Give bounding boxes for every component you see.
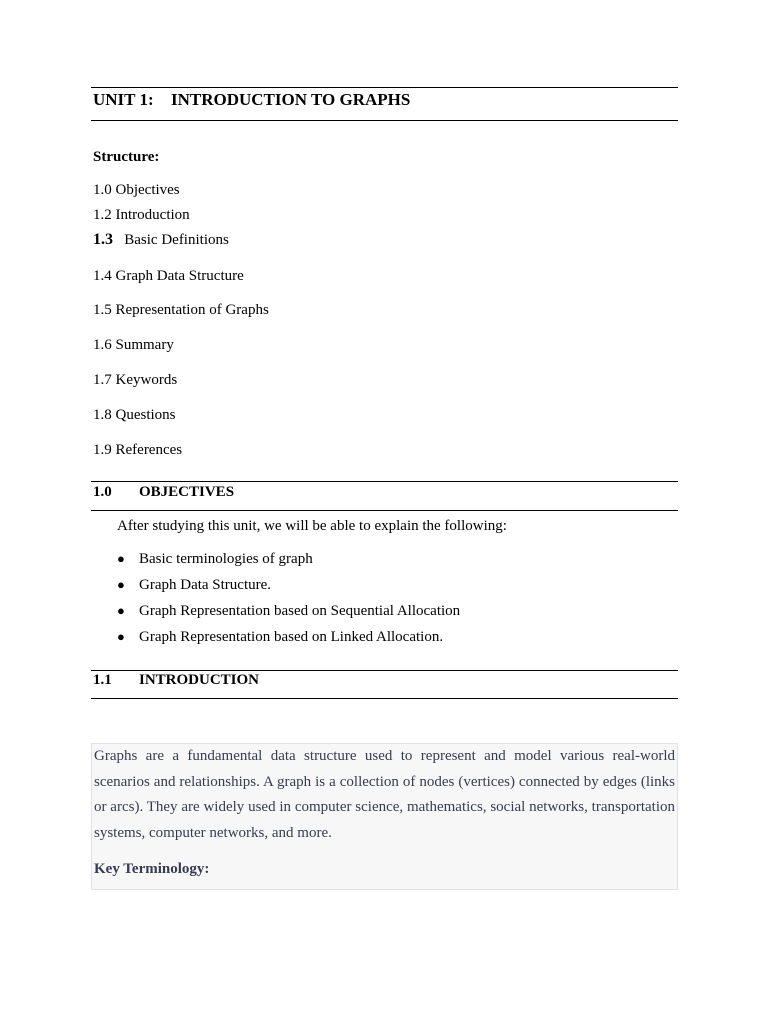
list-item-text: Graph Representation based on Linked Allocation. — [139, 629, 444, 645]
bullet-icon: ● — [117, 577, 125, 592]
header-bottom-rule — [91, 120, 678, 121]
structure-label: Structure: — [93, 149, 160, 165]
toc-item-summary: 1.6 Summary — [93, 337, 174, 353]
header-top-rule — [91, 87, 678, 88]
list-item-text: Basic terminologies of graph — [139, 551, 313, 567]
unit-number: UNIT 1: — [93, 90, 154, 109]
section-number: 1.1 — [93, 672, 112, 688]
bullet-icon: ● — [117, 603, 125, 618]
bullet-icon: ● — [117, 629, 125, 644]
objectives-list — [117, 548, 460, 652]
list-item-text: Graph Representation based on Sequential Allocation — [139, 603, 461, 619]
toc-item-number: 1.3 — [93, 231, 113, 248]
toc-item-references: 1.9 References — [93, 442, 183, 458]
objectives-intro: After studying this unit, we will be able to explain the following: — [117, 518, 507, 534]
list-item — [117, 600, 460, 626]
objectives-top-rule — [91, 481, 678, 482]
list-item-text: Graph Data Structure. — [139, 577, 272, 593]
section-number: 1.0 — [93, 484, 112, 500]
list-item — [117, 574, 460, 600]
bullet-icon: ● — [117, 551, 125, 566]
unit-title-text: INTRODUCTION TO GRAPHS — [171, 90, 411, 109]
introduction-top-rule — [91, 670, 678, 671]
toc-item-basic-definitions — [93, 231, 229, 249]
toc-item-questions: 1.8 Questions — [93, 407, 176, 423]
introduction-bottom-rule — [91, 698, 678, 699]
introduction-paragraph: Graphs are a fundamental data structure used to represent and model various real-world scenarios and relationships. A graph is a collection of nodes (vertices) connected by edges (links or arcs). They are widely used in computer science, mathematics, social networks, transportation systems, computer networks, and more. — [94, 748, 675, 841]
unit-title — [93, 90, 410, 110]
toc-item-representation: 1.5 Representation of Graphs — [93, 302, 269, 318]
objectives-bottom-rule — [91, 510, 678, 511]
list-item — [117, 626, 460, 652]
toc-item-introduction: 1.2 Introduction — [93, 207, 190, 223]
introduction-heading — [93, 672, 259, 689]
toc-item-keywords: 1.7 Keywords — [93, 372, 178, 388]
section-title: OBJECTIVES — [139, 484, 235, 500]
key-terminology-label: Key Terminology: — [94, 861, 210, 877]
objectives-heading — [93, 484, 234, 501]
toc-item-graph-data-structure: 1.4 Graph Data Structure — [93, 268, 244, 284]
section-title: INTRODUCTION — [139, 672, 260, 688]
list-item — [117, 548, 460, 574]
introduction-box — [91, 743, 678, 890]
toc-item-text: Basic Definitions — [124, 232, 229, 248]
toc-item-objectives: 1.0 Objectives — [93, 182, 180, 198]
